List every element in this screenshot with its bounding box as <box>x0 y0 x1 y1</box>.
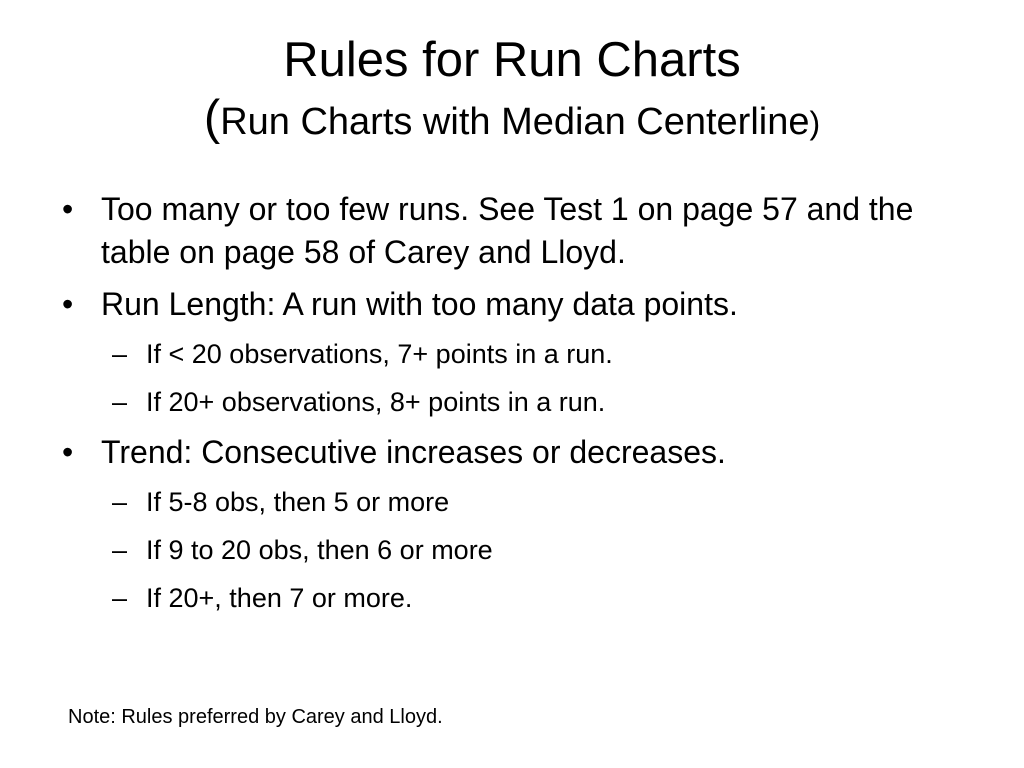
bullet-marker: • <box>62 191 74 227</box>
title-block <box>0 28 1024 149</box>
sub-bullet-text: If 9 to 20 obs, then 6 or more <box>146 535 493 565</box>
sub-bullet-text: If 20+, then 7 or more. <box>146 583 413 613</box>
bullet-marker: • <box>62 286 74 322</box>
sub-bullet-item <box>62 335 982 373</box>
sub-bullet-text: If 5-8 obs, then 5 or more <box>146 487 450 517</box>
subtitle-close-paren: ) <box>809 105 821 141</box>
sub-bullet-marker: – <box>112 339 128 369</box>
bullet-item <box>62 188 982 274</box>
slide-title: Rules for Run Charts <box>283 33 741 87</box>
sub-bullet-item <box>62 383 982 421</box>
sub-bullet-item <box>62 579 982 617</box>
sub-bullet-text: If < 20 observations, 7+ points in a run. <box>146 339 613 369</box>
bullet-text: Too many or too few runs. See Test 1 on page 57 and the table on page 58 of Carey and Lloyd. <box>101 191 914 270</box>
bullet-list <box>62 188 982 627</box>
bullet-text: Run Length: A run with too many data points. <box>101 286 738 322</box>
bullet-text: Trend: Consecutive increases or decreases. <box>101 434 726 470</box>
bullet-item <box>62 431 982 474</box>
footnote: Note: Rules preferred by Carey and Lloyd. <box>68 706 443 728</box>
sub-bullet-item <box>62 483 982 521</box>
sub-bullet-marker: – <box>112 487 128 517</box>
sub-bullet-text: If 20+ observations, 8+ points in a run. <box>146 387 606 417</box>
bullet-marker: • <box>62 434 74 470</box>
subtitle-text: Run Charts with Median Centerline <box>220 101 810 143</box>
slide-subtitle <box>0 92 1024 149</box>
sub-bullet-marker: – <box>112 535 128 565</box>
sub-bullet-item <box>62 531 982 569</box>
sub-bullet-marker: – <box>112 387 128 417</box>
subtitle-open-paren: ( <box>203 91 221 145</box>
sub-bullet-marker: – <box>112 583 128 613</box>
bullet-item <box>62 283 982 326</box>
